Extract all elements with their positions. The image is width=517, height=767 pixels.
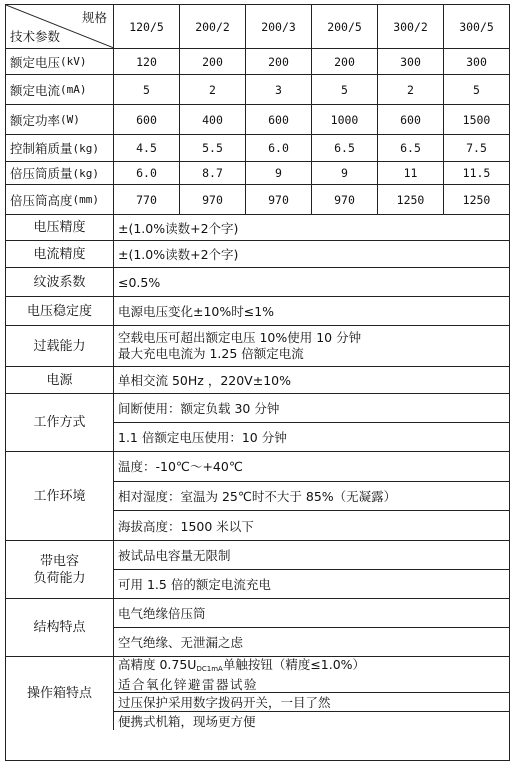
feature-label: 过载能力	[6, 326, 114, 366]
spec-value: 11	[378, 162, 444, 184]
feature-row-voltage-accuracy	[6, 215, 509, 241]
spec-row-label: 控制箱质量 (kg)	[6, 135, 114, 161]
model-header: 200/5	[312, 5, 378, 48]
feature-value: ±(1.0%读数+2个字)	[118, 247, 239, 262]
feature-value: ≤0.5%	[118, 274, 161, 290]
spec-value: 2	[180, 75, 246, 104]
feature-value: 单相交流 50Hz ，220V±10%	[118, 373, 291, 388]
spec-value: 11.5	[462, 166, 491, 180]
feature-subitem: 温度：-10℃～+40℃	[114, 452, 509, 482]
spec-value: 200	[312, 49, 378, 74]
feature-label: 工作环境	[6, 452, 114, 540]
spec-row-doubler-height	[6, 185, 509, 215]
spec-header-label: 规格	[81, 10, 107, 25]
feature-row-overload	[6, 326, 509, 367]
feature-label: 电流精度	[6, 241, 114, 267]
spec-row-label: 倍压筒高度 (mm)	[6, 185, 114, 214]
spec-row-label: 额定功率 (W)	[6, 105, 114, 134]
feature-subitem: 间断使用：额定负载 30 分钟	[114, 394, 509, 423]
spec-row-doubler-mass	[6, 162, 509, 185]
feature-subitem: 1.1 倍额定电压使用：10 分钟	[118, 430, 287, 445]
spec-value: 200	[180, 49, 246, 74]
feature-sublist	[114, 541, 509, 598]
spec-value: 9	[312, 162, 378, 184]
spec-value: 5	[312, 75, 378, 104]
feature-row-work-mode	[6, 394, 509, 452]
feature-row-capacitive-load	[6, 541, 509, 599]
feature-label: 结构特点	[6, 599, 114, 656]
feature-label	[6, 541, 114, 598]
spec-value: 1000	[312, 105, 378, 134]
spec-row-current	[6, 75, 509, 105]
spec-value: 970	[180, 185, 246, 214]
model-header: 300/2	[378, 5, 444, 48]
spec-value: 300	[466, 54, 487, 69]
feature-sublist	[114, 452, 509, 540]
spec-value: 6.0	[246, 135, 312, 161]
feature-subitem: 海拔高度：1500 米以下	[118, 518, 254, 534]
feature-label: 电压稳定度	[6, 297, 114, 325]
spec-value: 6.0	[114, 162, 180, 184]
feature-sublist	[114, 599, 509, 656]
table-header-row	[6, 5, 509, 49]
spec-value: 400	[180, 105, 246, 134]
feature-value	[114, 326, 509, 366]
feature-label: 操作箱特点	[6, 657, 114, 730]
spec-value: 970	[312, 185, 378, 214]
overload-line-2: 最大充电电流为 1.25 倍额定电流	[118, 346, 304, 361]
spec-value: 770	[114, 185, 180, 214]
spec-value: 3	[246, 75, 312, 104]
capacitive-label-line-1: 带电容	[39, 553, 79, 569]
spec-value: 1250	[462, 192, 491, 207]
feature-row-voltage-stability	[6, 297, 509, 326]
spec-value: 970	[246, 185, 312, 214]
spec-value: 4.5	[114, 135, 180, 161]
spec-value: 2	[378, 75, 444, 104]
feature-subitem: 被试品电容量无限制	[114, 541, 509, 570]
feature-subitem	[114, 657, 509, 693]
feature-row-environment	[6, 452, 509, 541]
console-item-1-line-2: 适合氧化锌避雷器试验	[118, 677, 259, 692]
feature-label: 工作方式	[6, 394, 114, 451]
feature-subitem: 便携式机箱，现场更方便	[118, 714, 256, 729]
spec-value: 600	[246, 105, 312, 134]
feature-row-current-accuracy	[6, 241, 509, 268]
model-header: 300/5	[459, 19, 494, 34]
feature-sublist	[114, 394, 509, 451]
capacitive-label-line-2: 负荷能力	[33, 570, 86, 586]
spec-row-label: 额定电压 (kV)	[6, 49, 114, 74]
spec-value: 600	[378, 105, 444, 134]
spec-table	[5, 4, 510, 761]
feature-label: 电压精度	[6, 215, 114, 240]
feature-subitem: 空气绝缘、无泄漏之虑	[118, 635, 244, 650]
feature-row-console	[6, 657, 509, 730]
spec-value: 9	[246, 162, 312, 184]
spec-value: 8.7	[180, 162, 246, 184]
spec-value: 6.5	[312, 135, 378, 161]
spec-value: 5.5	[180, 135, 246, 161]
spec-value: 1500	[462, 112, 491, 127]
spec-row-power	[6, 105, 509, 135]
spec-value: 120	[114, 49, 180, 74]
spec-row-label: 倍压筒质量 (kg)	[6, 162, 114, 184]
model-header: 200/3	[246, 5, 312, 48]
spec-row-control-box-mass	[6, 135, 509, 162]
feature-row-power	[6, 367, 509, 394]
console-item-1-line-1: 高精度 0.75UDC1mA单触按钮（精度≤1.0%）	[118, 657, 366, 673]
feature-label: 电源	[6, 367, 114, 393]
spec-row-voltage	[6, 49, 509, 75]
spec-value: 1250	[378, 185, 444, 214]
feature-sublist	[114, 657, 509, 730]
feature-row-structure	[6, 599, 509, 657]
spec-value: 5	[114, 75, 180, 104]
spec-value: 200	[246, 49, 312, 74]
spec-row-label: 额定电流 (mA)	[6, 75, 114, 104]
model-header: 120/5	[114, 5, 180, 48]
feature-subitem: 电气绝缘倍压筒	[114, 599, 509, 628]
feature-subitem: 相对湿度：室温为 25℃时不大于 85%（无凝露）	[114, 482, 509, 512]
feature-value: ±(1.0%读数+2个字)	[118, 220, 239, 236]
spec-value: 600	[114, 105, 180, 134]
feature-label: 纹波系数	[6, 268, 114, 296]
spec-value: 7.5	[466, 141, 487, 155]
overload-line-1: 空载电压可超出额定电压 10%使用 10 分钟	[118, 330, 362, 345]
spec-value: 5	[473, 82, 480, 97]
feature-value: 电源电压变化±10%时≤1%	[118, 304, 275, 319]
param-header-label: 技术参数	[10, 29, 61, 44]
spec-value: 300	[378, 49, 444, 74]
feature-subitem: 可用 1.5 倍的额定电流充电	[118, 577, 271, 592]
spec-value: 6.5	[378, 135, 444, 161]
header-corner-cell	[6, 5, 114, 48]
model-header: 200/2	[180, 5, 246, 48]
feature-row-ripple	[6, 268, 509, 297]
feature-subitem: 过压保护采用数字拨码开关，一目了然	[114, 693, 509, 712]
